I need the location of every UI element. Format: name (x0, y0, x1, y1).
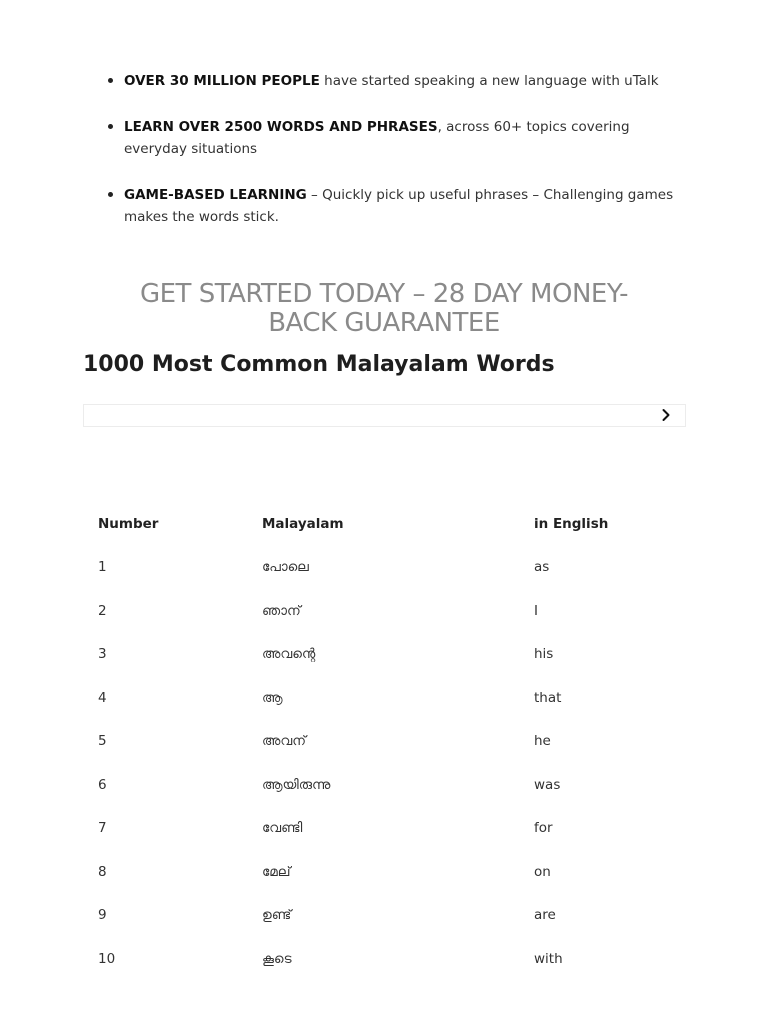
cell-number: 5 (98, 733, 107, 750)
table-row (98, 546, 678, 590)
table-row (98, 937, 678, 981)
cell-number: 6 (98, 776, 107, 793)
feature-lead: LEARN OVER 2500 WORDS AND PHRASES (124, 119, 438, 135)
cell-english: as (534, 559, 550, 576)
cell-english: are (534, 907, 556, 924)
feature-list (124, 70, 684, 252)
cell-malayalam: അവന്റെ (262, 646, 316, 663)
feature-text: – Quickly pick up useful phrases – Challenging games makes the words stick. (124, 187, 674, 225)
cta-line-1: GET STARTED TODAY – 28 DAY MONEY- (139, 279, 628, 309)
table-row (98, 807, 678, 851)
cell-english: for (534, 820, 553, 837)
section-title: 1000 Most Common Malayalam Words (83, 352, 555, 377)
cell-number: 3 (98, 646, 107, 663)
expand-toggle-bar[interactable] (83, 404, 686, 427)
cell-number: 4 (98, 689, 107, 706)
header-number: Number (98, 515, 159, 532)
table-row (98, 633, 678, 677)
feature-item (124, 116, 684, 160)
cell-malayalam: ആയിരുന്നു (262, 776, 331, 793)
cell-malayalam: ആ (262, 689, 283, 706)
feature-item (124, 70, 684, 92)
cell-number: 10 (98, 950, 116, 967)
cell-english: was (534, 776, 561, 793)
cell-number: 8 (98, 863, 107, 880)
cell-english: he (534, 733, 551, 750)
feature-text: have started speaking a new language with uTalk (319, 73, 659, 89)
table-row (98, 763, 678, 807)
cta-heading[interactable] (100, 280, 668, 338)
words-table (98, 502, 678, 981)
table-row (98, 589, 678, 633)
feature-lead: GAME-BASED LEARNING (124, 187, 307, 203)
cell-malayalam: ഞാന് (262, 602, 301, 619)
cell-malayalam: പോലെ (262, 559, 309, 576)
cell-english: with (534, 950, 563, 967)
cta-line-2: BACK GUARANTEE (268, 308, 500, 338)
cell-malayalam: വേണ്ടി (262, 820, 303, 837)
table-row (98, 850, 678, 894)
cell-malayalam: അവന് (262, 733, 306, 750)
cell-number: 2 (98, 602, 107, 619)
feature-text: , across 60+ topics covering everyday situations (124, 119, 630, 157)
cell-number: 1 (98, 559, 107, 576)
table-row (98, 720, 678, 764)
table-header-row (98, 502, 678, 546)
feature-item (124, 184, 684, 228)
cell-number: 7 (98, 820, 107, 837)
cell-english: on (534, 863, 551, 880)
cell-english: I (534, 602, 538, 619)
cell-english: his (534, 646, 554, 663)
feature-lead: OVER 30 MILLION PEOPLE (124, 73, 320, 89)
table-row (98, 676, 678, 720)
table-row (98, 894, 678, 938)
header-malayalam: Malayalam (262, 515, 344, 532)
chevron-right-icon[interactable] (659, 408, 673, 422)
cell-malayalam: മേല് (262, 863, 291, 880)
cell-malayalam: കൂടെ (262, 950, 292, 967)
cell-english: that (534, 689, 562, 706)
header-english: in English (534, 515, 609, 532)
cell-number: 9 (98, 907, 107, 924)
cell-malayalam: ഉണ്ട് (262, 907, 292, 924)
